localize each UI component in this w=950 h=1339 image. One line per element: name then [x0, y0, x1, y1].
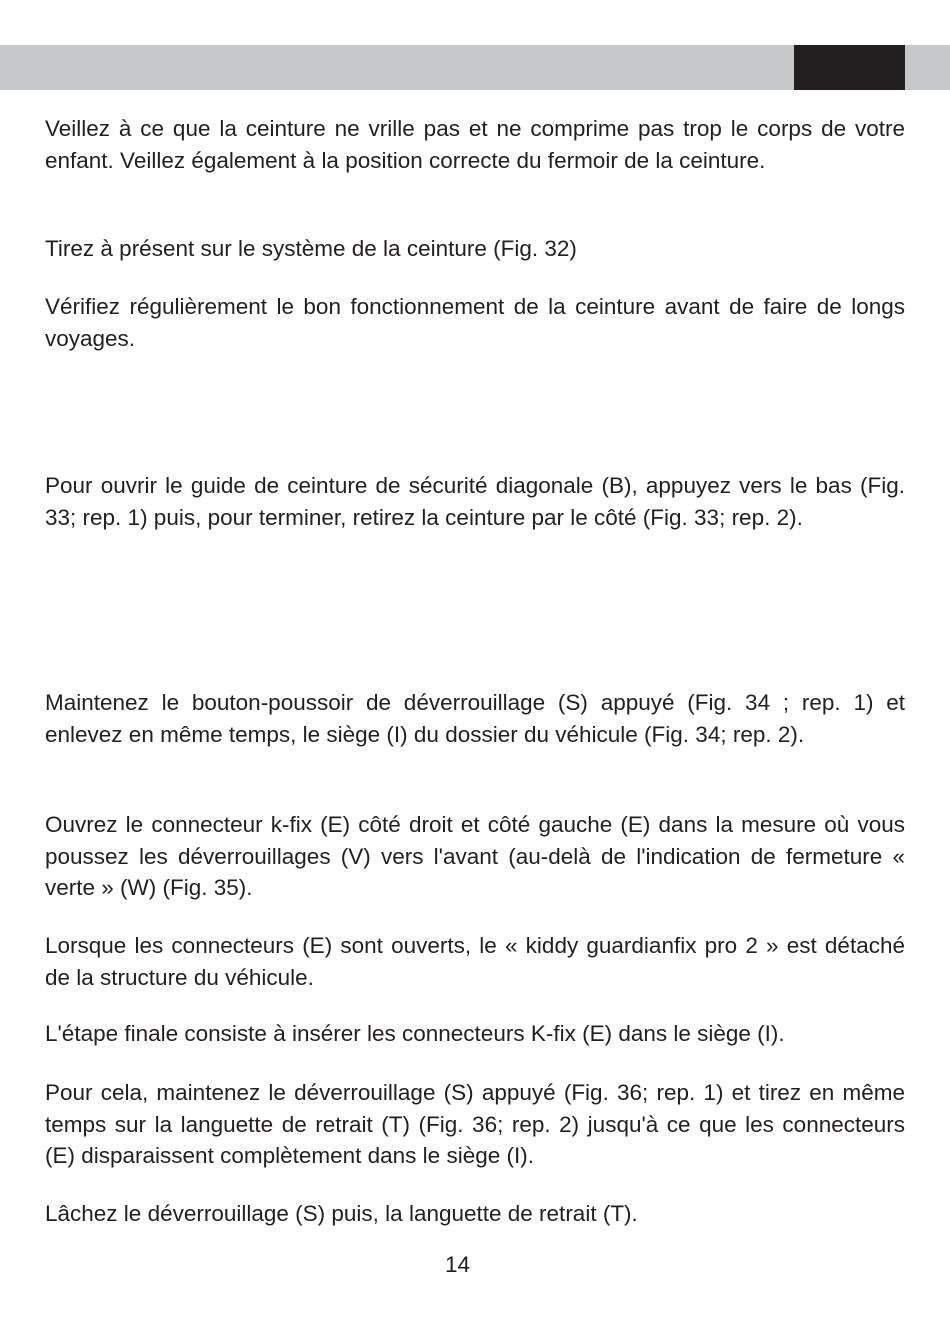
- paragraph-hold-release: Pour cela, maintenez le déverrouillage (S) appuyé (Fig. 36; rep. 1) et tirez en même temps sur la languette de retrait (T) (Fig. 36; rep. 2) jusqu'à ce que les connecteurs (E) disparaissent complètement dans le siège (I).: [45, 1080, 905, 1169]
- header-tab-block: [794, 45, 905, 90]
- paragraph-release-button: Maintenez le bouton-poussoir de déverrouillage (S) appuyé (Fig. 34 ; rep. 1) et enlevez en même temps, le siège (I) du dossier du véhicule (Fig. 34; rep. 2).: [45, 690, 905, 747]
- paragraph-let-go: Lâchez le déverrouillage (S) puis, la languette de retrait (T).: [45, 1201, 638, 1226]
- page-number: 14: [444, 1252, 471, 1277]
- paragraph-open-guide: Pour ouvrir le guide de ceinture de sécurité diagonale (B), appuyez vers le bas (Fig. 33; rep. 1) puis, pour terminer, retirez la ceinture par le côté (Fig. 33; rep. 2).: [45, 473, 905, 530]
- paragraph-connectors-open: Lorsque les connecteurs (E) sont ouverts, le « kiddy guardianfix pro 2 » est détaché de la structure du véhicule.: [45, 933, 905, 990]
- paragraph-belt-twist: Veillez à ce que la ceinture ne vrille pas et ne comprime pas trop le corps de votre enfant. Veillez également à la position correcte du fermoir de la ceinture.: [45, 116, 905, 173]
- paragraph-final-step: L'étape finale consiste à insérer les connecteurs K-fix (E) dans le siège (I).: [45, 1021, 785, 1046]
- paragraph-check-belt: Vérifiez régulièrement le bon fonctionnement de la ceinture avant de faire de longs voyages.: [45, 294, 905, 351]
- paragraph-open-connector: Ouvrez le connecteur k-fix (E) côté droit et côté gauche (E) dans la mesure où vous poussez les déverrouillages (V) vers l'avant (au-delà de l'indication de fermeture « verte » (W) (Fig. 35).: [45, 812, 905, 901]
- paragraph-pull-belt: Tirez à présent sur le système de la ceinture (Fig. 32): [45, 236, 577, 261]
